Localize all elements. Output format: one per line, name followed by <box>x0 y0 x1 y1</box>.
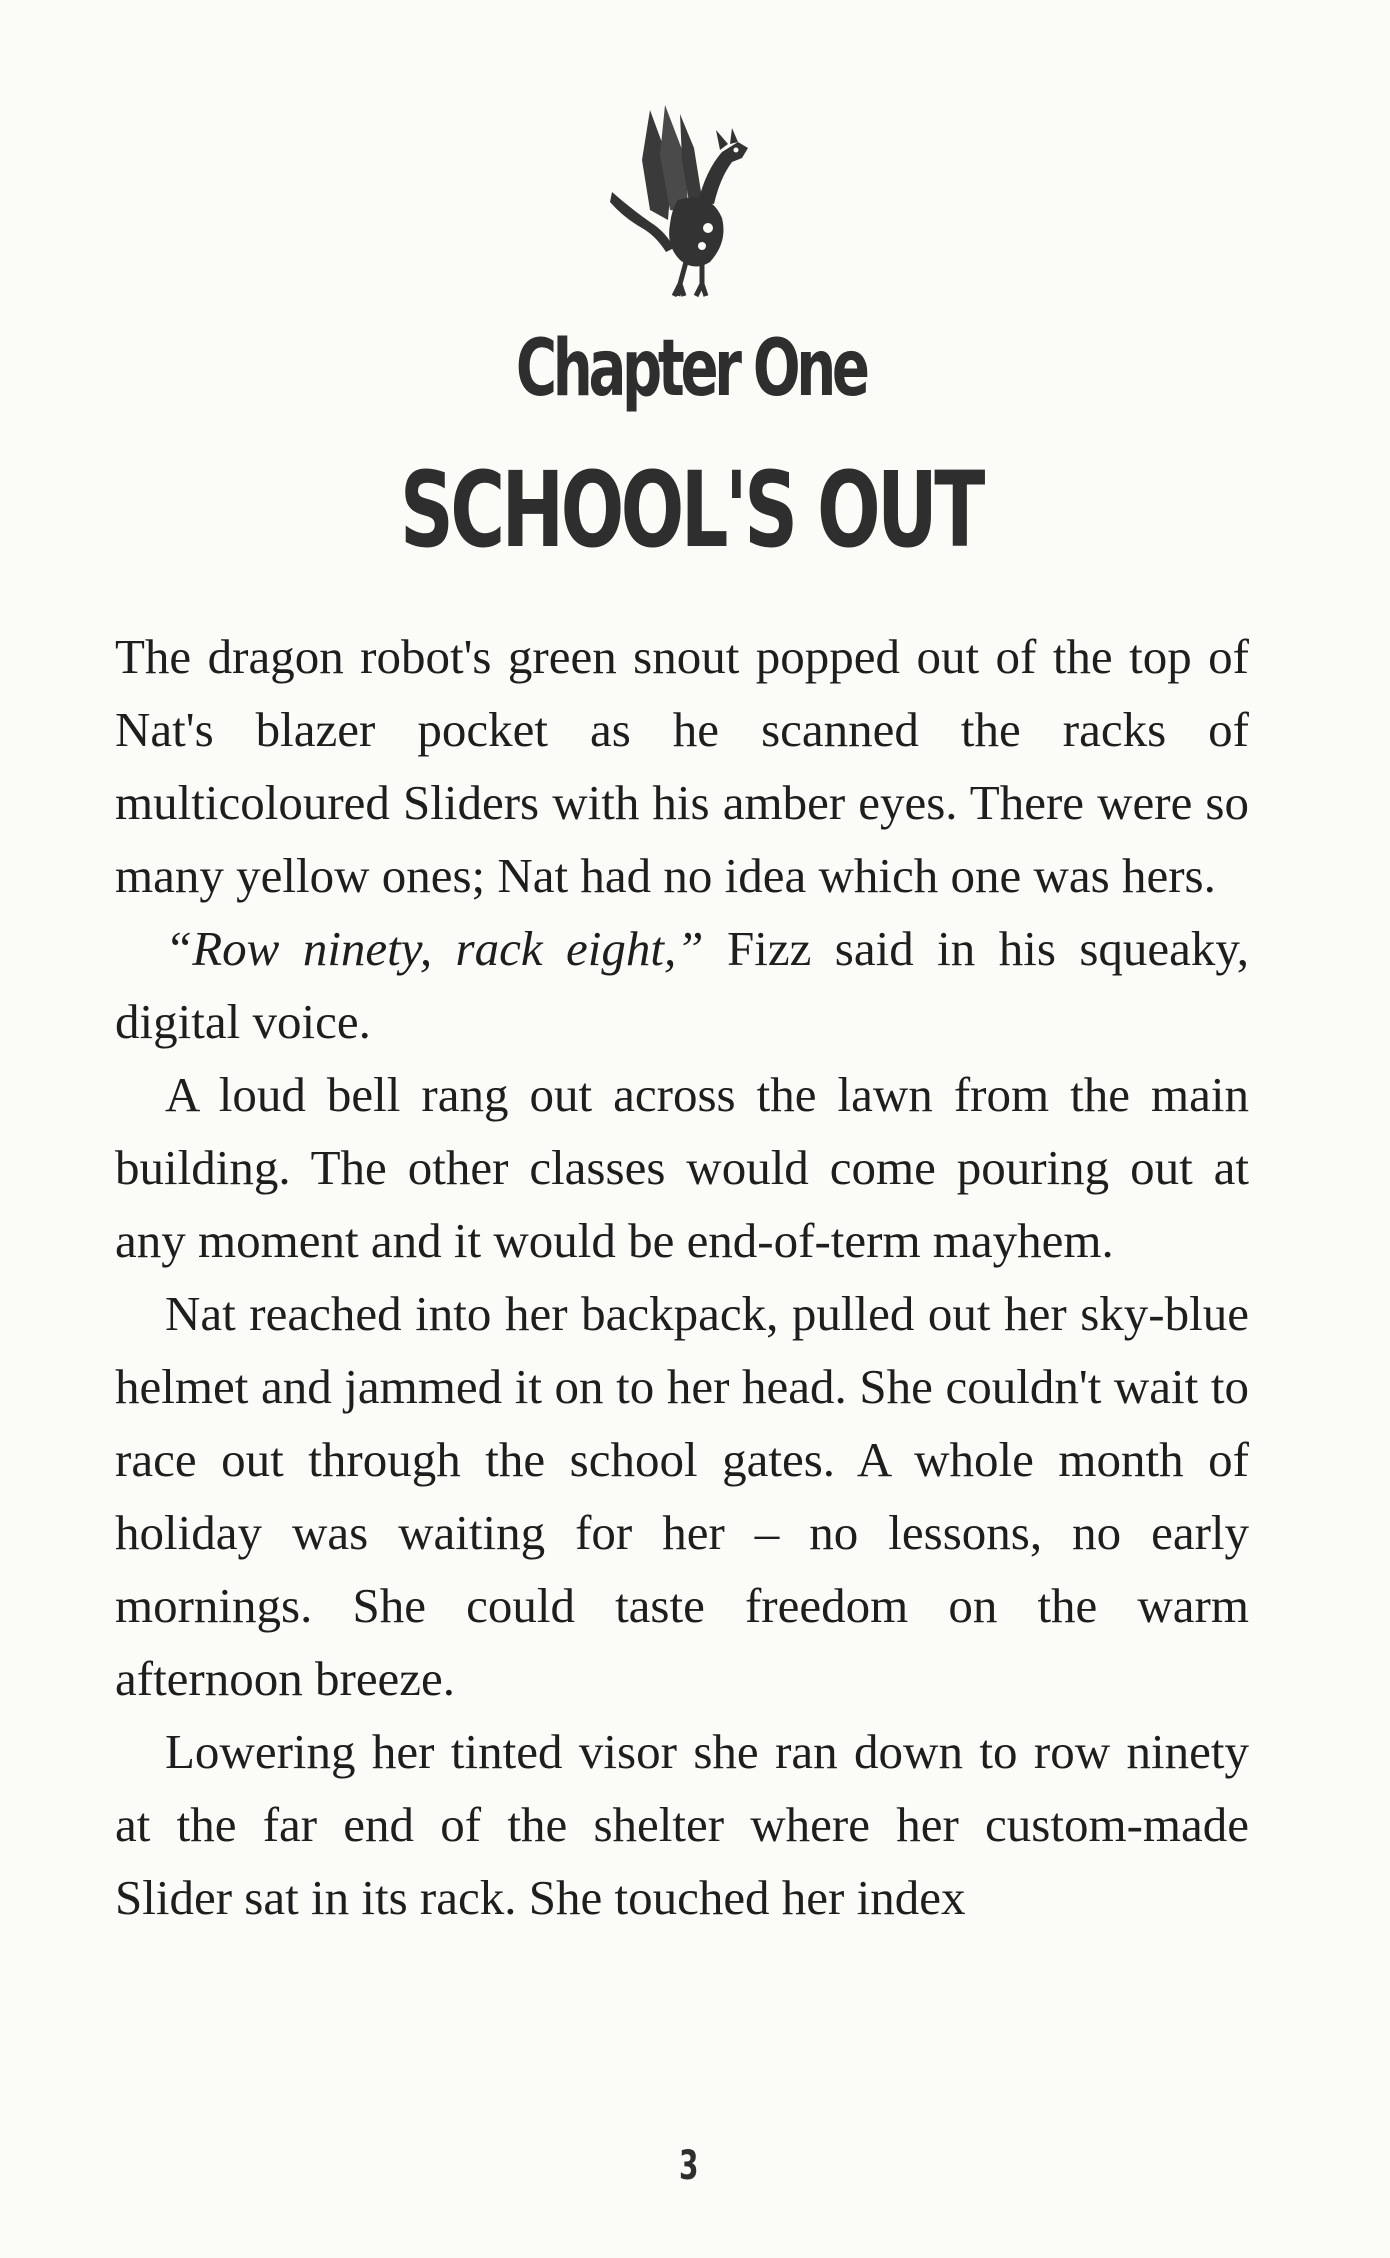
dialogue-italic: “Row ninety, rack eight,” <box>165 921 704 976</box>
page-number: 3 <box>678 2143 699 2189</box>
paragraph <box>115 1058 1249 1277</box>
paragraph-text: Nat reached into her backpack, pulled out her sky-blue helmet and jammed it on to her head. She couldn't wait to race out through the school gates. A whole month of holiday was waiting for her – no lessons, no early mornings. She could taste freedom on the warm afternoon breeze. <box>115 1286 1249 1706</box>
paragraph <box>115 1277 1249 1715</box>
chapter-body <box>115 620 1249 1934</box>
paragraph-text: The dragon robot's green snout popped out of the top of Nat's blazer pocket as he scanned the racks of multicoloured Sliders with his amber eyes. There were so many yellow ones; Nat had no idea which one was hers. <box>115 629 1249 903</box>
paragraph-text: A loud bell rang out across the lawn from the main building. The other classes would come pouring out at any moment and it would be end-of-term mayhem. <box>115 1067 1249 1268</box>
paragraph <box>115 1715 1249 1934</box>
chapter-label: Chapter One <box>515 324 866 414</box>
paragraph <box>115 620 1249 912</box>
chapter-title: SCHOOL'S OUT <box>399 449 982 571</box>
paragraph-text: Fizz said in his squeaky, digital voice. <box>115 921 1249 1049</box>
dragon-icon <box>590 100 780 300</box>
paragraph-text: Lowering her tinted visor she ran down to row ninety at the far end of the shelter where her custom-made Slider sat in its rack. She touched her index <box>115 1724 1249 1925</box>
paragraph <box>115 912 1249 1058</box>
